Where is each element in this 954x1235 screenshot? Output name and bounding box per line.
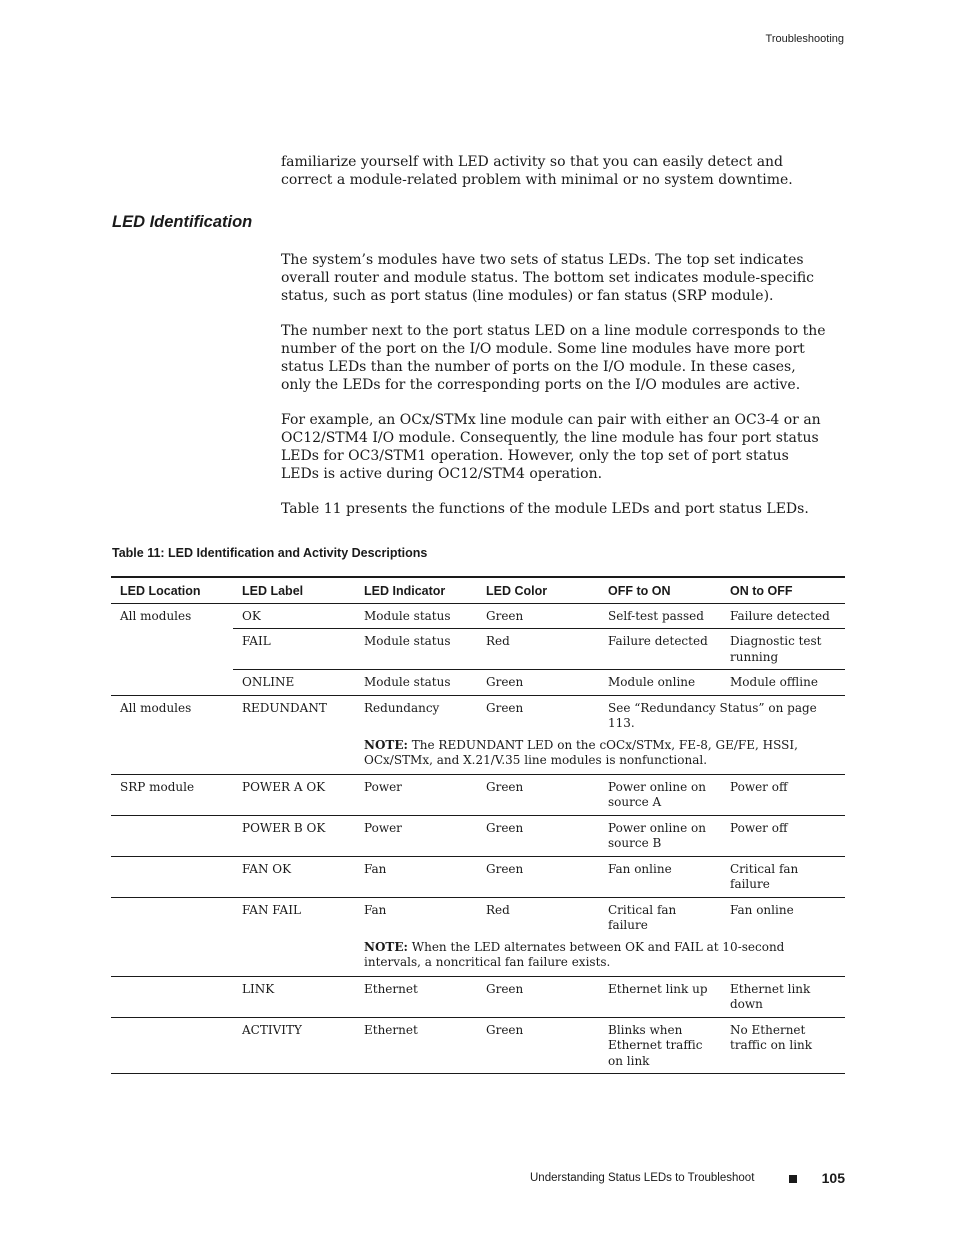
cell-color: Green bbox=[477, 815, 599, 856]
table-row bbox=[111, 774, 845, 815]
cell-location: All modules bbox=[120, 608, 192, 623]
table-row bbox=[111, 856, 845, 897]
cell-label: LINK bbox=[233, 976, 355, 1017]
cell-indicator: Fan bbox=[364, 902, 387, 917]
cell-on-to-off: Power off bbox=[721, 774, 845, 815]
page-number: 105 bbox=[821, 1170, 845, 1186]
led-table bbox=[111, 576, 845, 1074]
cell-indicator: Power bbox=[355, 815, 477, 856]
footer-title: Understanding Status LEDs to Troubleshoot bbox=[530, 1172, 755, 1184]
cell-location: SRP module bbox=[111, 774, 233, 815]
cell-on-to-off: Power off bbox=[721, 815, 845, 856]
header-led-location: LED Location bbox=[111, 577, 233, 603]
page-footer bbox=[530, 1171, 845, 1187]
table-row bbox=[111, 897, 845, 938]
paragraph-4: Table 11 presents the functions of the module LEDs and port status LEDs. bbox=[281, 501, 809, 517]
cell-off-to-on: See “Redundancy Status” on page 113. bbox=[608, 700, 817, 730]
footer-square-icon bbox=[789, 1175, 797, 1183]
table-caption: Table 11: LED Identification and Activity Descriptions bbox=[112, 546, 428, 560]
cell-on-to-off: Failure detected bbox=[721, 603, 845, 629]
cell-color: Green bbox=[477, 856, 599, 897]
cell-label: REDUNDANT bbox=[233, 696, 355, 775]
note-fan-fail bbox=[355, 938, 845, 977]
cell-location bbox=[111, 897, 233, 976]
cell-on-to-off: Fan online bbox=[730, 902, 794, 917]
cell-label: ACTIVITY bbox=[233, 1017, 355, 1074]
table-row bbox=[111, 603, 845, 629]
table-row bbox=[111, 696, 845, 736]
table-row bbox=[111, 1017, 845, 1074]
cell-indicator: Fan bbox=[355, 856, 477, 897]
cell-color: Green bbox=[477, 670, 599, 696]
table-header-row bbox=[111, 577, 845, 603]
cell-indicator: Ethernet bbox=[355, 1017, 477, 1074]
cell-location bbox=[111, 815, 233, 856]
intro-paragraph: familiarize yourself with LED activity so that you can easily detect and correct a module-related problem with minimal or no system downtime. bbox=[281, 154, 793, 188]
cell-indicator: Module status bbox=[355, 603, 477, 629]
cell-location bbox=[111, 856, 233, 897]
header-off-to-on: OFF to ON bbox=[599, 577, 721, 603]
cell-off-to-on: Failure detected bbox=[599, 629, 721, 670]
table-row bbox=[111, 815, 845, 856]
running-header: Troubleshooting bbox=[765, 33, 844, 45]
section-title: LED Identification bbox=[112, 213, 253, 231]
table-row bbox=[111, 976, 845, 1017]
cell-label: POWER B OK bbox=[233, 815, 355, 856]
cell-color: Green bbox=[477, 1017, 599, 1074]
header-led-color: LED Color bbox=[477, 577, 599, 603]
cell-location bbox=[111, 976, 233, 1017]
cell-color: Green bbox=[477, 774, 599, 815]
cell-on-to-off: No Ethernet traffic on link bbox=[721, 1017, 845, 1074]
cell-off-to-on: Ethernet link up bbox=[599, 976, 721, 1017]
note-label: NOTE: bbox=[364, 939, 408, 954]
paragraph-1: The system’s modules have two sets of status LEDs. The top set indicates overall router and module status. The bottom set indicates module-specific status, such as port status (line modules) or fan status (SRP module). bbox=[281, 252, 815, 304]
header-led-indicator: LED Indicator bbox=[355, 577, 477, 603]
cell-off-to-on: Critical fan failure bbox=[608, 902, 677, 932]
cell-label: ONLINE bbox=[233, 670, 355, 696]
cell-off-to-on: Fan online bbox=[599, 856, 721, 897]
cell-indicator: Power bbox=[355, 774, 477, 815]
cell-off-to-on: Module online bbox=[599, 670, 721, 696]
cell-color: Green bbox=[486, 700, 524, 715]
cell-location: All modules bbox=[111, 696, 233, 775]
header-led-label: LED Label bbox=[233, 577, 355, 603]
cell-color: Red bbox=[477, 629, 599, 670]
cell-indicator: Module status bbox=[355, 629, 477, 670]
header-on-to-off: ON to OFF bbox=[721, 577, 845, 603]
cell-label: FAN FAIL bbox=[233, 897, 355, 976]
cell-color: Green bbox=[477, 603, 599, 629]
cell-off-to-on: Self-test passed bbox=[599, 603, 721, 629]
cell-label: OK bbox=[233, 603, 355, 629]
cell-label: FAIL bbox=[233, 629, 355, 670]
cell-indicator: Redundancy bbox=[364, 700, 440, 715]
paragraph-2: The number next to the port status LED on a line module corresponds to the number of the port on the I/O module. Some line modules have more port status LEDs than the number of ports on the I/O module. In these cases, only the LEDs for the corresponding ports on the I/O modules are active. bbox=[281, 323, 826, 393]
cell-on-to-off: Critical fan failure bbox=[721, 856, 845, 897]
cell-location bbox=[111, 1017, 233, 1074]
cell-label: FAN OK bbox=[233, 856, 355, 897]
cell-indicator: Module status bbox=[355, 670, 477, 696]
cell-indicator: Ethernet bbox=[355, 976, 477, 1017]
cell-on-to-off: Ethernet link down bbox=[721, 976, 845, 1017]
cell-off-to-on: Power online on source B bbox=[599, 815, 721, 856]
cell-on-to-off: Module offline bbox=[721, 670, 845, 696]
cell-color: Red bbox=[486, 902, 510, 917]
cell-off-to-on: Power online on source A bbox=[599, 774, 721, 815]
note-text: The REDUNDANT LED on the cOCx/STMx, FE-8, GE/FE, HSSI, OCx/STMx, and X.21/V.35 line modules is nonfunctional. bbox=[364, 737, 798, 767]
note-text: When the LED alternates between OK and FAIL at 10-second intervals, a noncritical fan failure exists. bbox=[364, 939, 785, 969]
paragraph-3: For example, an OCx/STMx line module can pair with either an OC3-4 or an OC12/STM4 I/O module. Consequently, the line module has four port status LEDs for OC3/STM1 operation. However, only the top set of port status LEDs is active during OC12/STM4 operation. bbox=[281, 412, 821, 482]
note-label: NOTE: bbox=[364, 737, 408, 752]
cell-color: Green bbox=[477, 976, 599, 1017]
cell-off-to-on: Blinks when Ethernet traffic on link bbox=[599, 1017, 721, 1074]
cell-label: POWER A OK bbox=[233, 774, 355, 815]
note-redundant bbox=[355, 736, 845, 775]
cell-on-to-off: Diagnostic test running bbox=[721, 629, 845, 670]
